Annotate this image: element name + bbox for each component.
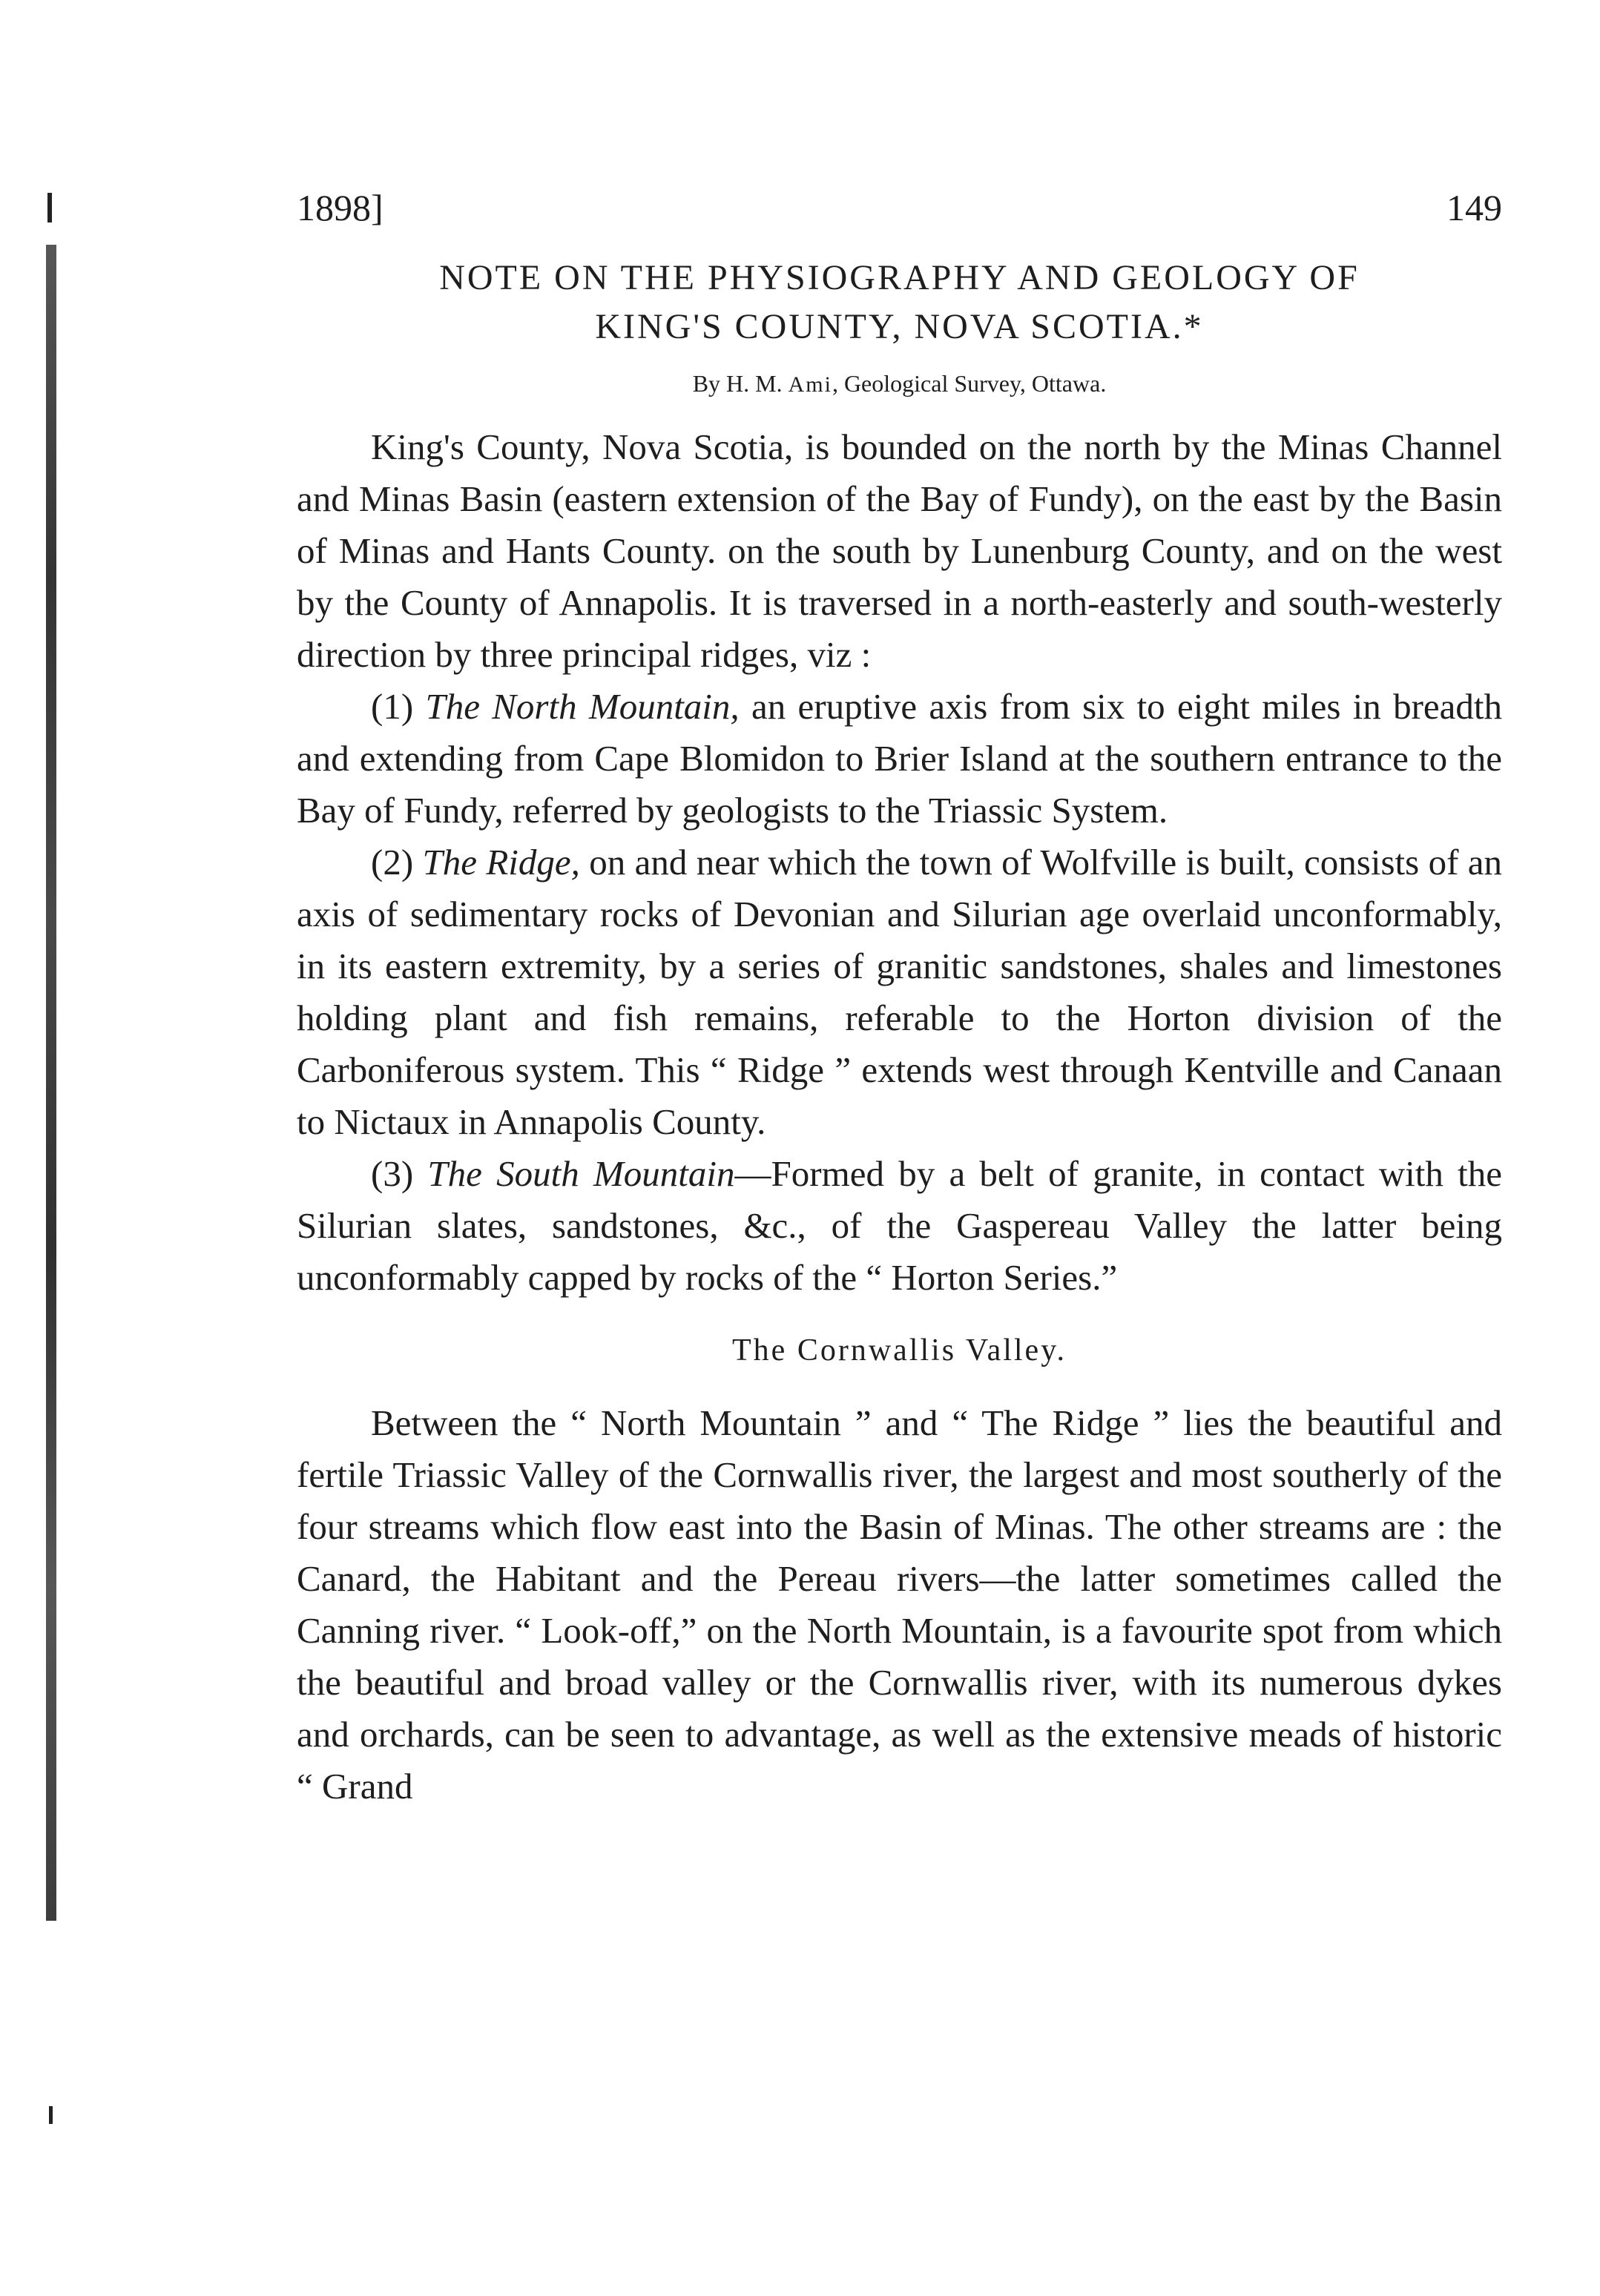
ridge-3-name: The South Mountain — [427, 1153, 735, 1194]
ridge-paragraph-1 — [297, 681, 1502, 837]
byline-author: Ami — [788, 372, 832, 397]
binding-gutter-shadow — [46, 245, 56, 1921]
byline-prefix: By H. M. — [692, 370, 789, 397]
ridge-1-number: (1) — [371, 686, 414, 727]
ridge-2-name: The Ridge, — [422, 842, 580, 883]
ridge-2-number: (2) — [371, 842, 414, 883]
ridge-1-name: The North Mountain, — [425, 686, 740, 727]
running-head-year: 1898] — [297, 187, 383, 228]
ridge-3-text: —Formed by a belt of granite, in contact with the Silurian slates, sandstones, &c., of the Gaspereau Valley the latter being unconformably capped by rocks of the “ Horton Series.” — [297, 1153, 1503, 1298]
article-title-line-1: NOTE ON THE PHYSIOGRAPHY AND GEOLOGY OF — [439, 258, 1360, 297]
byline-affiliation: , Geological Survey, Ottawa. — [832, 370, 1107, 397]
page — [297, 185, 1502, 1812]
page-number: 149 — [1446, 187, 1502, 228]
article-title — [297, 254, 1502, 352]
gutter-mark-bottom — [49, 2106, 53, 2124]
gutter-mark-top — [47, 193, 52, 222]
ridge-paragraph-3 — [297, 1148, 1502, 1304]
byline — [297, 365, 1502, 403]
article-title-line-2: KING'S COUNTY, NOVA SCOTIA.* — [595, 307, 1204, 346]
running-head — [297, 185, 1502, 230]
section-heading: The Cornwallis Valley. — [732, 1333, 1067, 1368]
ridge-1-text: an eruptive axis from six to eight miles in breadth and extending from Cape Blomidon to Brier Island at the southern entrance to the Bay of Fundy, referred by geologists to the Triassic System. — [297, 686, 1503, 831]
section-paragraph: Between the “ North Mountain ” and “ The Ridge ” lies the beautiful and fertile Triassic Valley of the Cornwallis river, the largest and most southerly of the four streams which flow east into the Basin of Minas. The other streams are : the Canard, the Habitant and the Pereau rivers—the latter sometimes called the Canning river. “ Look-off,” on the North Mountain, is a favourite spot from which the beautiful and broad valley or the Cornwallis river, with its numerous dykes and orchards, can be seen to advantage, as well as the extensive meads of historic “ Grand — [297, 1402, 1502, 1807]
ridge-2-text: on and near which the town of Wolfville is built, consists of an axis of sedimentary rocks of Devonian and Silurian age overlaid unconformably, in its eastern extremity, by a series of granitic sandstones, shales and limestones holding plant and fish remains, referable to the Horton division of the Carboniferous system. This “ Ridge ” extends west through Kentville and Canaan to Nictaux in Annapolis County. — [297, 842, 1503, 1142]
ridge-paragraph-2 — [297, 837, 1502, 1148]
intro-paragraph: King's County, Nova Scotia, is bounded on the north by the Minas Channel and Minas Basin (eastern extension of the Bay of Fundy), on the east by the Basin of Minas and Hants County. on the south by Lunenburg County, and on the west by the County of Annapolis. It is traversed in a north-easterly and south-westerly direction by three principal ridges, viz : — [297, 426, 1502, 675]
ridge-3-number: (3) — [371, 1153, 414, 1194]
